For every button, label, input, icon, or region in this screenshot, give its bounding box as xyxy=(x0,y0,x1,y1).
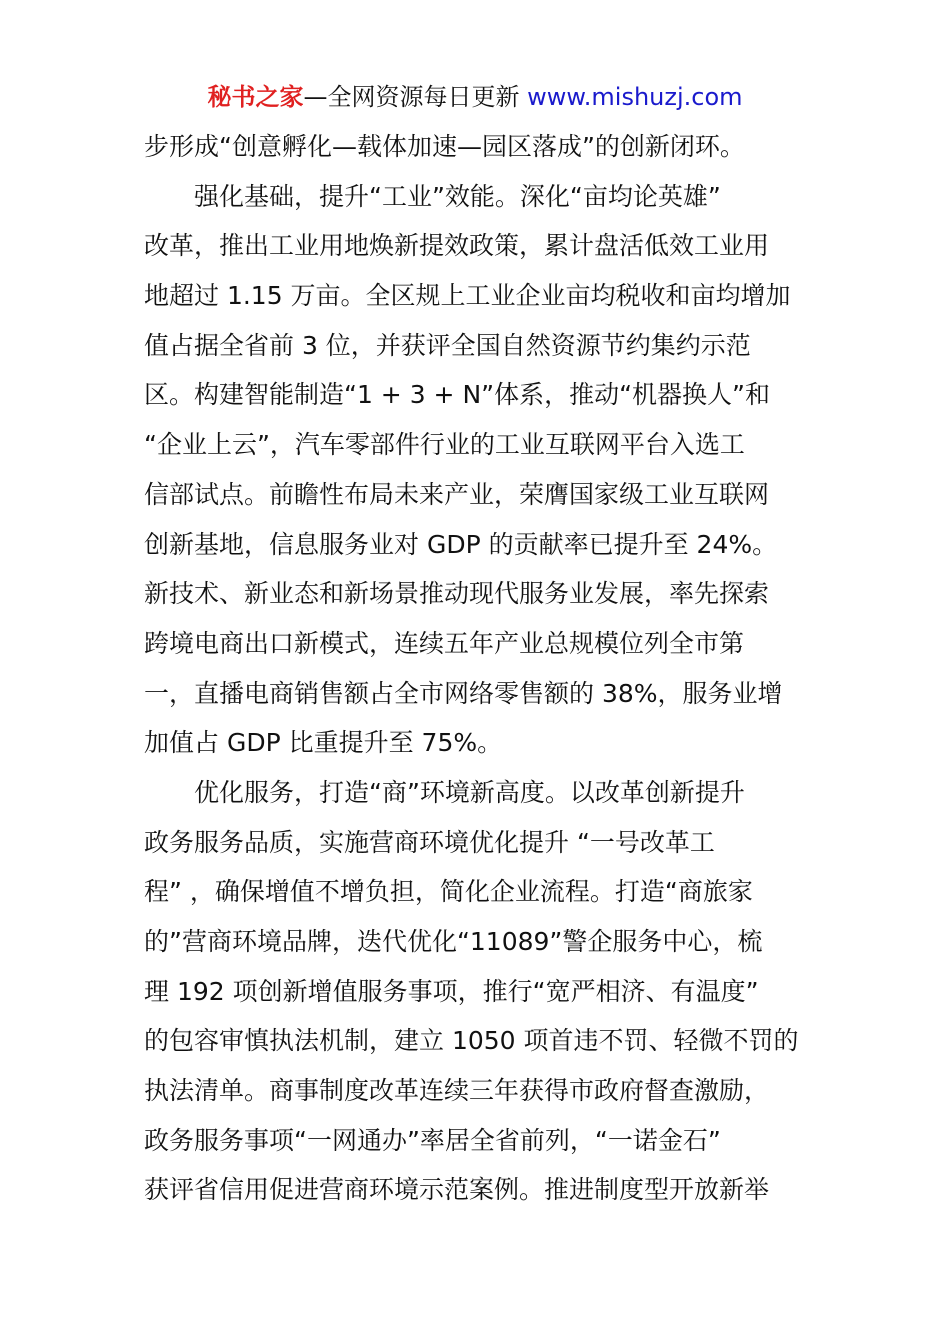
text-line: 强化基础，提升“工业”效能。深化“亩均论英雄” xyxy=(194,181,721,211)
text-line: 跨境电商出口新模式，连续五年产业总规模位列全市第 xyxy=(144,628,745,658)
text-line: 区。构建智能制造“1 + 3 + N”体系，推动“机器换人”和 xyxy=(144,380,771,410)
text-line: 政务服务品质，实施营商环境优化提升 “一号改革工 xyxy=(144,827,715,857)
text-line: 一，直播电商销售额占全市网络零售额的 38%，服务业增 xyxy=(144,678,783,708)
text-line: 改革，推出工业用地焕新提效政策，累计盘活低效工业用 xyxy=(144,231,770,261)
text-line: 步形成“创意孵化—载体加速—园区落成”的创新闭环。 xyxy=(144,132,745,161)
text-line: 创新基地，信息服务业对 GDP 的贡献率已提升至 24%。 xyxy=(144,529,778,559)
text-line: 信部试点。前瞻性布局未来产业，荣膺国家级工业互联网 xyxy=(144,479,770,509)
text-line: 的”营商环境品牌，迭代优化“11089”警企服务中心，梳 xyxy=(144,927,763,956)
text-line: 执法清单。商事制度改革连续三年获得市政府督查激励， xyxy=(144,1076,770,1106)
text-line: 理 192 项创新增值服务事项，推行“宽严相济、有温度” xyxy=(144,976,759,1006)
site-header xyxy=(0,80,950,114)
document-body xyxy=(144,122,814,1215)
text-line: 获评省信用促进营商环境示范案例。推进制度型开放新举 xyxy=(144,1175,770,1205)
text-line: 加值占 GDP 比重提升至 75%。 xyxy=(144,728,503,758)
text-line: 的包容审慎执法机制，建立 1050 项首违不罚、轻微不罚的 xyxy=(144,1026,799,1056)
site-url-link[interactable]: www.mishuzj.com xyxy=(527,83,743,111)
text-line: 地超过 1.15 万亩。全区规上工业企业亩均税收和亩均增加 xyxy=(144,281,791,311)
text-line: 政务服务事项“一网通办”率居全省前列，“一诺金石” xyxy=(144,1125,721,1155)
text-line: 值占据全省前 3 位，并获评全国自然资源节约集约示范 xyxy=(144,330,751,360)
header-tagline: —全网资源每日更新 xyxy=(303,83,520,111)
brand-name: 秘书之家 xyxy=(207,83,304,111)
text-line: 优化服务，打造“商”环境新高度。以改革创新提升 xyxy=(194,777,745,807)
text-line: 程” ，确保增值不增负担，简化企业流程。打造“商旅家 xyxy=(144,877,753,907)
text-line: “企业上云”，汽车零部件行业的工业互联网平台入选工 xyxy=(144,430,745,460)
text-line: 新技术、新业态和新场景推动现代服务业发展，率先探索 xyxy=(144,579,770,609)
